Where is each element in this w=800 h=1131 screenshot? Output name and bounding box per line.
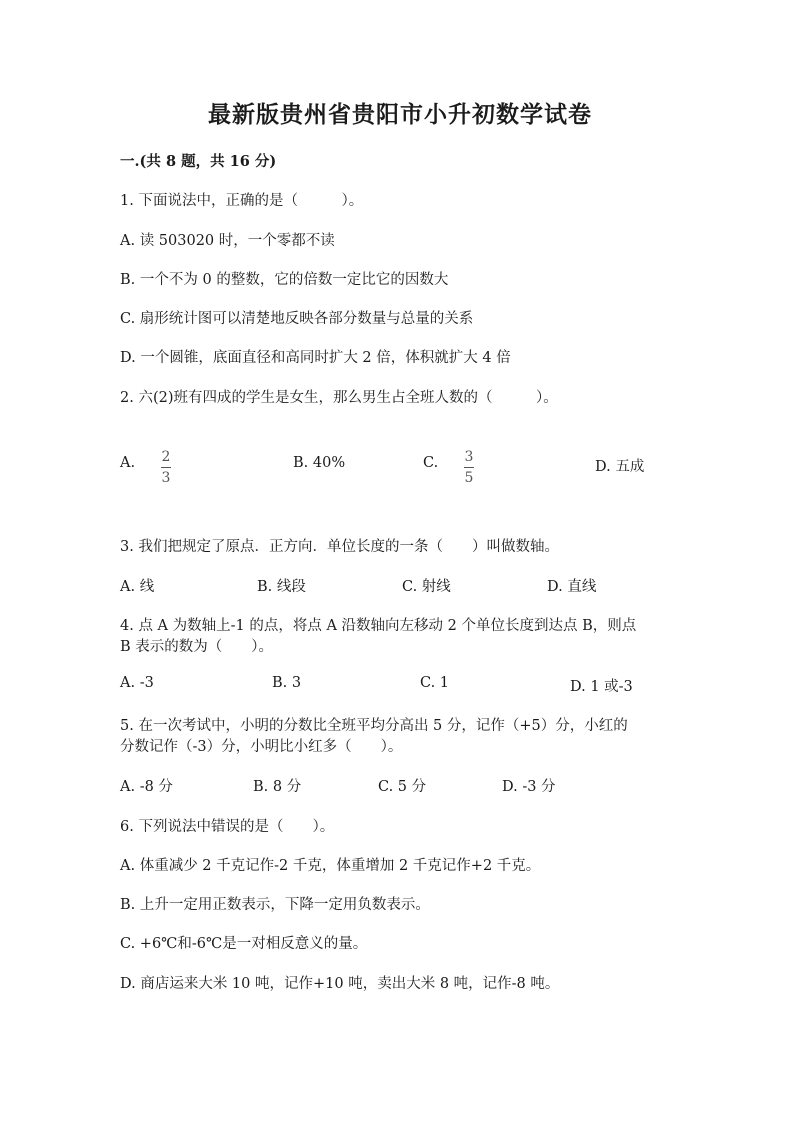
question-3-option-d: D. 直线 [547, 579, 597, 595]
question-2-option-a-label: A. [120, 455, 136, 471]
question-2-option-b: B. 40% [293, 455, 346, 471]
fraction-bar [464, 467, 474, 468]
fraction-numerator: 3 [464, 449, 474, 465]
question-2-option-c-fraction [464, 450, 474, 485]
question-4-option-d: D. 1 或-3 [570, 679, 633, 695]
section-heading: 一.(共 8 题，共 16 分) [120, 153, 277, 170]
question-4-stem-line-2: B 表示的数为（ ）。 [120, 639, 274, 655]
question-5-option-c: C. 5 分 [378, 779, 427, 795]
question-2-option-a-fraction [161, 450, 171, 485]
question-2-option-d: D. 五成 [595, 459, 645, 475]
question-1-option-d: D. 一个圆锥，底面直径和高同时扩大 2 倍，体积就扩大 4 倍 [120, 350, 511, 366]
question-6-option-c: C. +6℃和-6℃是一对相反意义的量。 [120, 936, 368, 952]
question-5-option-a: A. -8 分 [120, 779, 173, 795]
question-5-stem-line-2: 分数记作（-3）分，小明比小红多（ ）。 [120, 739, 403, 755]
question-1-stem: 1. 下面说法中，正确的是（ ）。 [120, 193, 364, 209]
fraction-denominator: 3 [161, 470, 171, 486]
question-1-option-a: A. 读 503020 时，一个零都不读 [120, 233, 335, 249]
question-5-option-d: D. -3 分 [502, 779, 556, 795]
question-4-option-a: A. -3 [120, 675, 154, 691]
fraction-bar [161, 467, 171, 468]
question-3-stem: 3. 我们把规定了原点．正方向．单位长度的一条（ ）叫做数轴。 [120, 539, 559, 555]
question-6-option-b: B. 上升一定用正数表示，下降一定用负数表示。 [120, 897, 430, 913]
question-5-option-b: B. 8 分 [253, 779, 302, 795]
question-6-option-d: D. 商店运来大米 10 吨，记作+10 吨，卖出大米 8 吨，记作-8 吨。 [120, 976, 560, 992]
question-1-option-b: B. 一个不为 0 的整数，它的倍数一定比它的因数大 [120, 272, 449, 288]
question-5-stem-line-1: 5. 在一次考试中，小明的分数比全班平均分高出 5 分，记作（+5）分，小红的 [120, 718, 628, 734]
question-4-option-b: B. 3 [272, 675, 302, 691]
question-2-option-c-label: C. [423, 455, 439, 471]
question-3-option-a: A. 线 [120, 579, 155, 595]
question-6-option-a: A. 体重减少 2 千克记作-2 千克，体重增加 2 千克记作+2 千克。 [120, 858, 541, 874]
fraction-numerator: 2 [161, 449, 171, 465]
question-1-option-c: C. 扇形统计图可以清楚地反映各部分数量与总量的关系 [120, 311, 474, 327]
question-4-option-c: C. 1 [420, 675, 450, 691]
question-4-stem-line-1: 4. 点 A 为数轴上-1 的点，将点 A 沿数轴向左移动 2 个单位长度到达点 B，则点 [120, 618, 637, 634]
question-3-option-c: C. 射线 [402, 579, 451, 595]
fraction-denominator: 5 [464, 470, 474, 486]
question-2-stem: 2. 六(2)班有四成的学生是女生，那么男生占全班人数的（ ）。 [120, 390, 558, 406]
question-6-stem: 6. 下列说法中错误的是（ ）。 [120, 819, 335, 835]
page-title: 最新版贵州省贵阳市小升初数学试卷 [208, 101, 592, 128]
question-3-option-b: B. 线段 [257, 579, 306, 595]
